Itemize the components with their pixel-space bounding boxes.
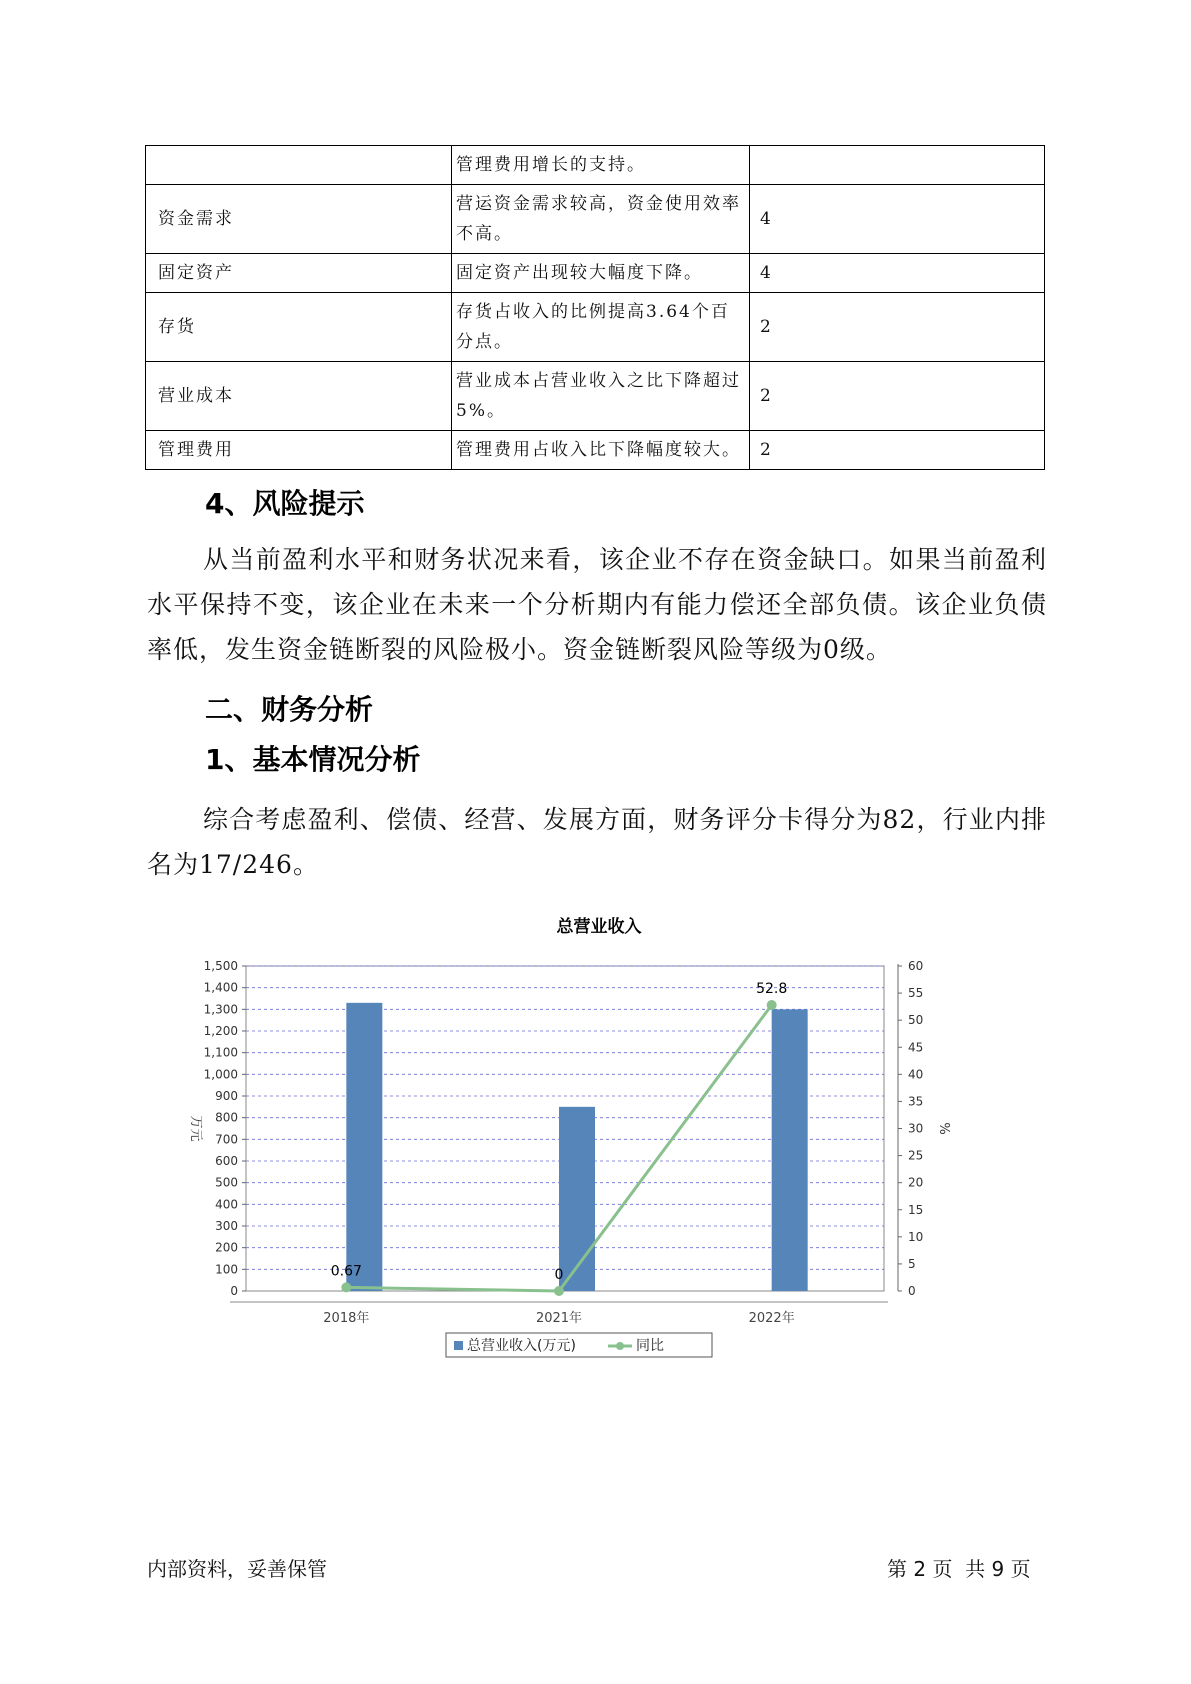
legend-label-bar: 总营业收入(万元) [467,1338,576,1354]
table-cell-item: 营业成本 [146,362,452,431]
table-cell-score: 4 [750,254,1045,293]
legend-swatch-point [616,1342,624,1350]
table-cell-description: 固定资产出现较大幅度下降。 [452,254,750,293]
bar [772,1009,808,1291]
right-tick-label: 60 [908,959,924,973]
left-tick-label: 300 [215,1219,238,1233]
table-row [146,146,1045,185]
left-tick-label: 0 [230,1284,238,1298]
right-tick-label: 25 [908,1148,924,1163]
left-tick-label: 1,500 [203,959,238,973]
right-tick-label: 45 [908,1040,924,1055]
right-tick-label: 15 [908,1202,924,1217]
left-tick-label: 600 [215,1154,238,1168]
basic-analysis-heading: 1、基本情况分析 [205,743,421,776]
table-cell-item [146,146,452,185]
table-cell-description: 管理费用增长的支持。 [452,146,750,185]
footer-page-number: 第 2 页 共 9 页 [887,1557,1031,1581]
risk-heading: 4、风险提示 [205,487,365,520]
table-cell-description: 营业成本占营业收入之比下降超过5%。 [452,362,750,431]
legend-label-line: 同比 [636,1338,664,1354]
x-category-label: 2018年 [323,1311,370,1326]
left-tick-label: 1,100 [203,1045,238,1060]
right-tick-label: 30 [908,1121,924,1136]
table-cell-item: 存货 [146,293,452,362]
left-tick-label: 1,400 [203,980,238,995]
line-point [554,1286,564,1296]
line-point [767,1000,777,1010]
left-tick-label: 1,300 [203,1002,238,1017]
chart-title: 总营业收入 [556,917,642,937]
table-cell-item: 固定资产 [146,254,452,293]
table-row [146,431,1045,470]
bar [559,1107,595,1291]
right-tick-label: 35 [908,1094,924,1109]
table-cell-score [750,146,1045,185]
footer-confidential: 内部资料，妥善保管 [147,1557,327,1581]
table-cell-item: 资金需求 [146,185,452,254]
table-cell-score: 2 [750,293,1045,362]
table-cell-score: 2 [750,431,1045,470]
data-label: 52.8 [756,981,788,997]
table-cell-score: 4 [750,185,1045,254]
basic-analysis-paragraph: 综合考虑盈利、偿债、经营、发展方面，财务评分卡得分为82，行业内排名为17/246。 [147,805,1047,879]
revenue-chart [170,905,1020,1365]
table-row [146,185,1045,254]
left-tick-label: 700 [215,1132,238,1147]
right-tick-label: 55 [908,986,924,1001]
right-tick-label: 0 [908,1284,916,1298]
x-category-label: 2022年 [748,1311,795,1326]
right-tick-label: 50 [908,1013,924,1028]
left-tick-label: 500 [215,1175,238,1190]
left-tick-label: 1,000 [203,1067,238,1082]
left-tick-label: 200 [215,1240,238,1255]
table-cell-item: 管理费用 [146,431,452,470]
x-category-label: 2021年 [535,1311,583,1326]
table-cell-score: 2 [750,362,1045,431]
data-label: 0 [554,1267,564,1283]
table-cell-description: 存货占收入的比例提高3.64个百分点。 [452,293,750,362]
right-tick-label: 40 [908,1067,924,1082]
table-cell-description: 营运资金需求较高，资金使用效率不高。 [452,185,750,254]
table-row [146,362,1045,431]
data-label: 0.67 [330,1263,362,1280]
risk-table [145,145,1045,470]
y-axis-label-right: % [936,1122,951,1135]
left-tick-label: 900 [215,1089,238,1103]
right-tick-label: 5 [908,1256,916,1271]
bar [346,1003,382,1291]
finance-heading: 二、财务分析 [205,693,374,726]
table-row [146,254,1045,293]
left-tick-label: 800 [215,1110,238,1125]
y-axis-label: 万元 [188,1115,203,1142]
risk-paragraph: 从当前盈利水平和财务状况来看，该企业不存在资金缺口。如果当前盈利水平保持不变，该企业在未来一个分析期内有能力偿还全部负债。该企业负债率低，发生资金链断裂的风险极小。资金链断裂风险等级为0级。 [147,545,1047,664]
left-tick-label: 400 [215,1197,238,1212]
table-row [146,293,1045,362]
left-tick-label: 100 [215,1262,238,1277]
table-cell-description: 管理费用占收入比下降幅度较大。 [452,431,750,470]
legend-swatch-bar [454,1341,463,1350]
line-point [341,1282,351,1292]
left-tick-label: 1,200 [203,1024,238,1038]
right-tick-label: 10 [908,1229,924,1244]
right-tick-label: 20 [908,1175,924,1190]
